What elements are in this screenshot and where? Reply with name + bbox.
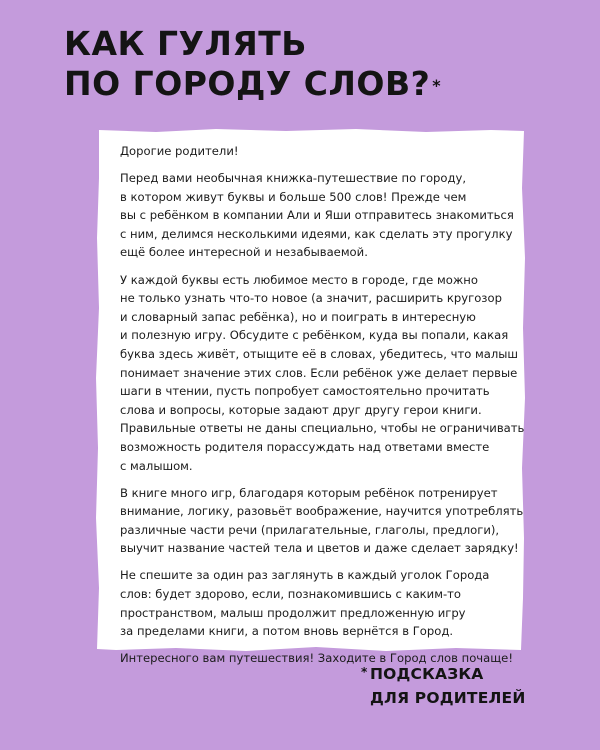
title-line-2-text: ПО ГОРОДУ СЛОВ? (64, 64, 431, 103)
text-line: выучит название частей тела и цветов и даже сделает зарядку! (120, 541, 519, 556)
text-line: за пределами книги, а потом вновь вернётся в Город. (120, 624, 454, 639)
text-line: не только узнать что-то новое (а значит, расширить кругозор (120, 291, 502, 306)
text-line: и полезную игру. Обсудите с ребёнком, куда вы попали, какая (120, 328, 509, 343)
paragraph-1 (120, 169, 515, 262)
footnote-line-2: ДЛЯ РОДИТЕЛЕЙ (370, 689, 526, 707)
letter-paper (96, 128, 526, 666)
footnote-line-1: ПОДСКАЗКА (370, 665, 484, 683)
title-line-2 (64, 64, 442, 104)
title-line-1: КАК ГУЛЯТЬ (64, 24, 307, 63)
text-line: слова и вопросы, которые задают друг другу герои книги. (120, 402, 482, 417)
text-line: и словарный запас ребёнка), но и поиграть в интересную (120, 309, 476, 324)
text-line: внимание, логику, разовьёт воображение, научится употреблять (120, 504, 524, 519)
text-line: Правильные ответы не даны специально, чтобы не ограничивать (120, 421, 525, 436)
footnote-asterisk-icon: * (361, 665, 368, 679)
paragraph-3 (120, 484, 524, 558)
text-line: в котором живут буквы и больше 500 слов! Прежде чем (120, 189, 467, 204)
page-title (64, 24, 442, 104)
text-line: буква здесь живёт, отыщите её в словах, убедитесь, что малыш (120, 346, 519, 361)
text-line: возможность родителя порассуждать над ответами вместе (120, 439, 490, 454)
text-line: шаги в чтении, пусть попробует самостоятельно прочитать (120, 384, 490, 399)
paragraph-2 (120, 271, 525, 476)
text-line: с ним, делимся несколькими идеями, как сделать эту прогулку (120, 226, 513, 241)
text-line: Перед вами необычная книжка-путешествие по городу, (120, 171, 467, 186)
letter-text (120, 142, 525, 676)
text-line: различные части речи (прилагательные, глаголы, предлоги), (120, 522, 500, 537)
text-line: Не спешите за один раз заглянуть в каждый уголок Города (120, 568, 490, 583)
greeting: Дорогие родители! (120, 144, 239, 158)
text-line: У каждой буквы есть любимое место в городе, где можно (120, 272, 478, 287)
text-line: ещё более интересной и незабываемой. (120, 245, 368, 260)
asterisk-icon: * (432, 76, 442, 95)
text-line: вы с ребёнком в компании Али и Яши отправитесь знакомиться (120, 208, 514, 223)
footnote (361, 662, 526, 710)
text-line: понимает значение этих слов. Если ребёнок уже делает первые (120, 365, 518, 380)
text-line: с малышом. (120, 458, 193, 473)
text-line: слов: будет здорово, если, познакомившись с каким-то (120, 587, 461, 602)
text-line: пространством, малыш продолжит предложенную игру (120, 605, 466, 620)
paragraph-4 (120, 566, 515, 640)
text-line: В книге много игр, благодаря которым ребёнок потренирует (120, 485, 498, 500)
closing: Интересного вам путешествия! Заходите в Город слов почаще! (120, 651, 513, 666)
